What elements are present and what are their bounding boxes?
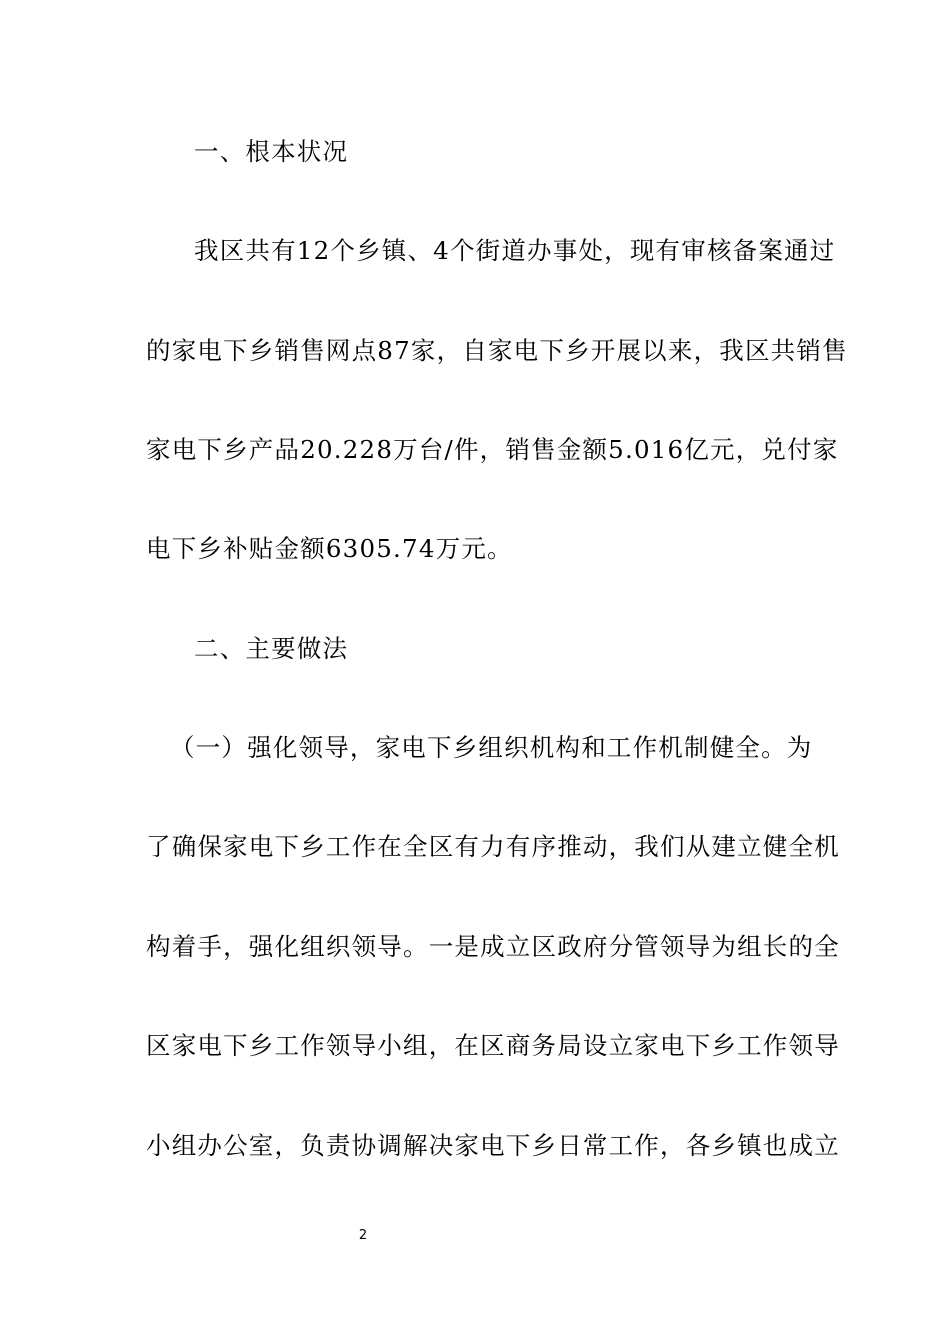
paragraph-line: 构着手，强化组织领导。一是成立区政府分管领导为组长的全	[146, 932, 840, 961]
page-number: 2	[358, 1228, 368, 1243]
paragraph-line: （一）强化领导，家电下乡组织机构和工作机制健全。为	[170, 733, 813, 762]
paragraph-line: 电下乡补贴金额6305.74万元。	[146, 534, 513, 563]
paragraph-line: 小组办公室，负责协调解决家电下乡日常工作，各乡镇也成立	[146, 1131, 840, 1160]
paragraph-line: 家电下乡产品20.228万台/件，销售金额5.016亿元，兑付家	[146, 435, 839, 464]
section-heading-main-practices: 二、主要做法	[194, 634, 349, 663]
section-heading-basic-situation: 一、根本状况	[194, 137, 349, 166]
paragraph-line: 了确保家电下乡工作在全区有力有序推动，我们从建立健全机	[146, 832, 840, 861]
paragraph-line: 我区共有12个乡镇、4个街道办事处，现有审核备案通过	[194, 236, 836, 265]
paragraph-line: 的家电下乡销售网点87家，自家电下乡开展以来，我区共销售	[146, 336, 848, 365]
paragraph-line: 区家电下乡工作领导小组，在区商务局设立家电下乡工作领导	[146, 1031, 840, 1060]
